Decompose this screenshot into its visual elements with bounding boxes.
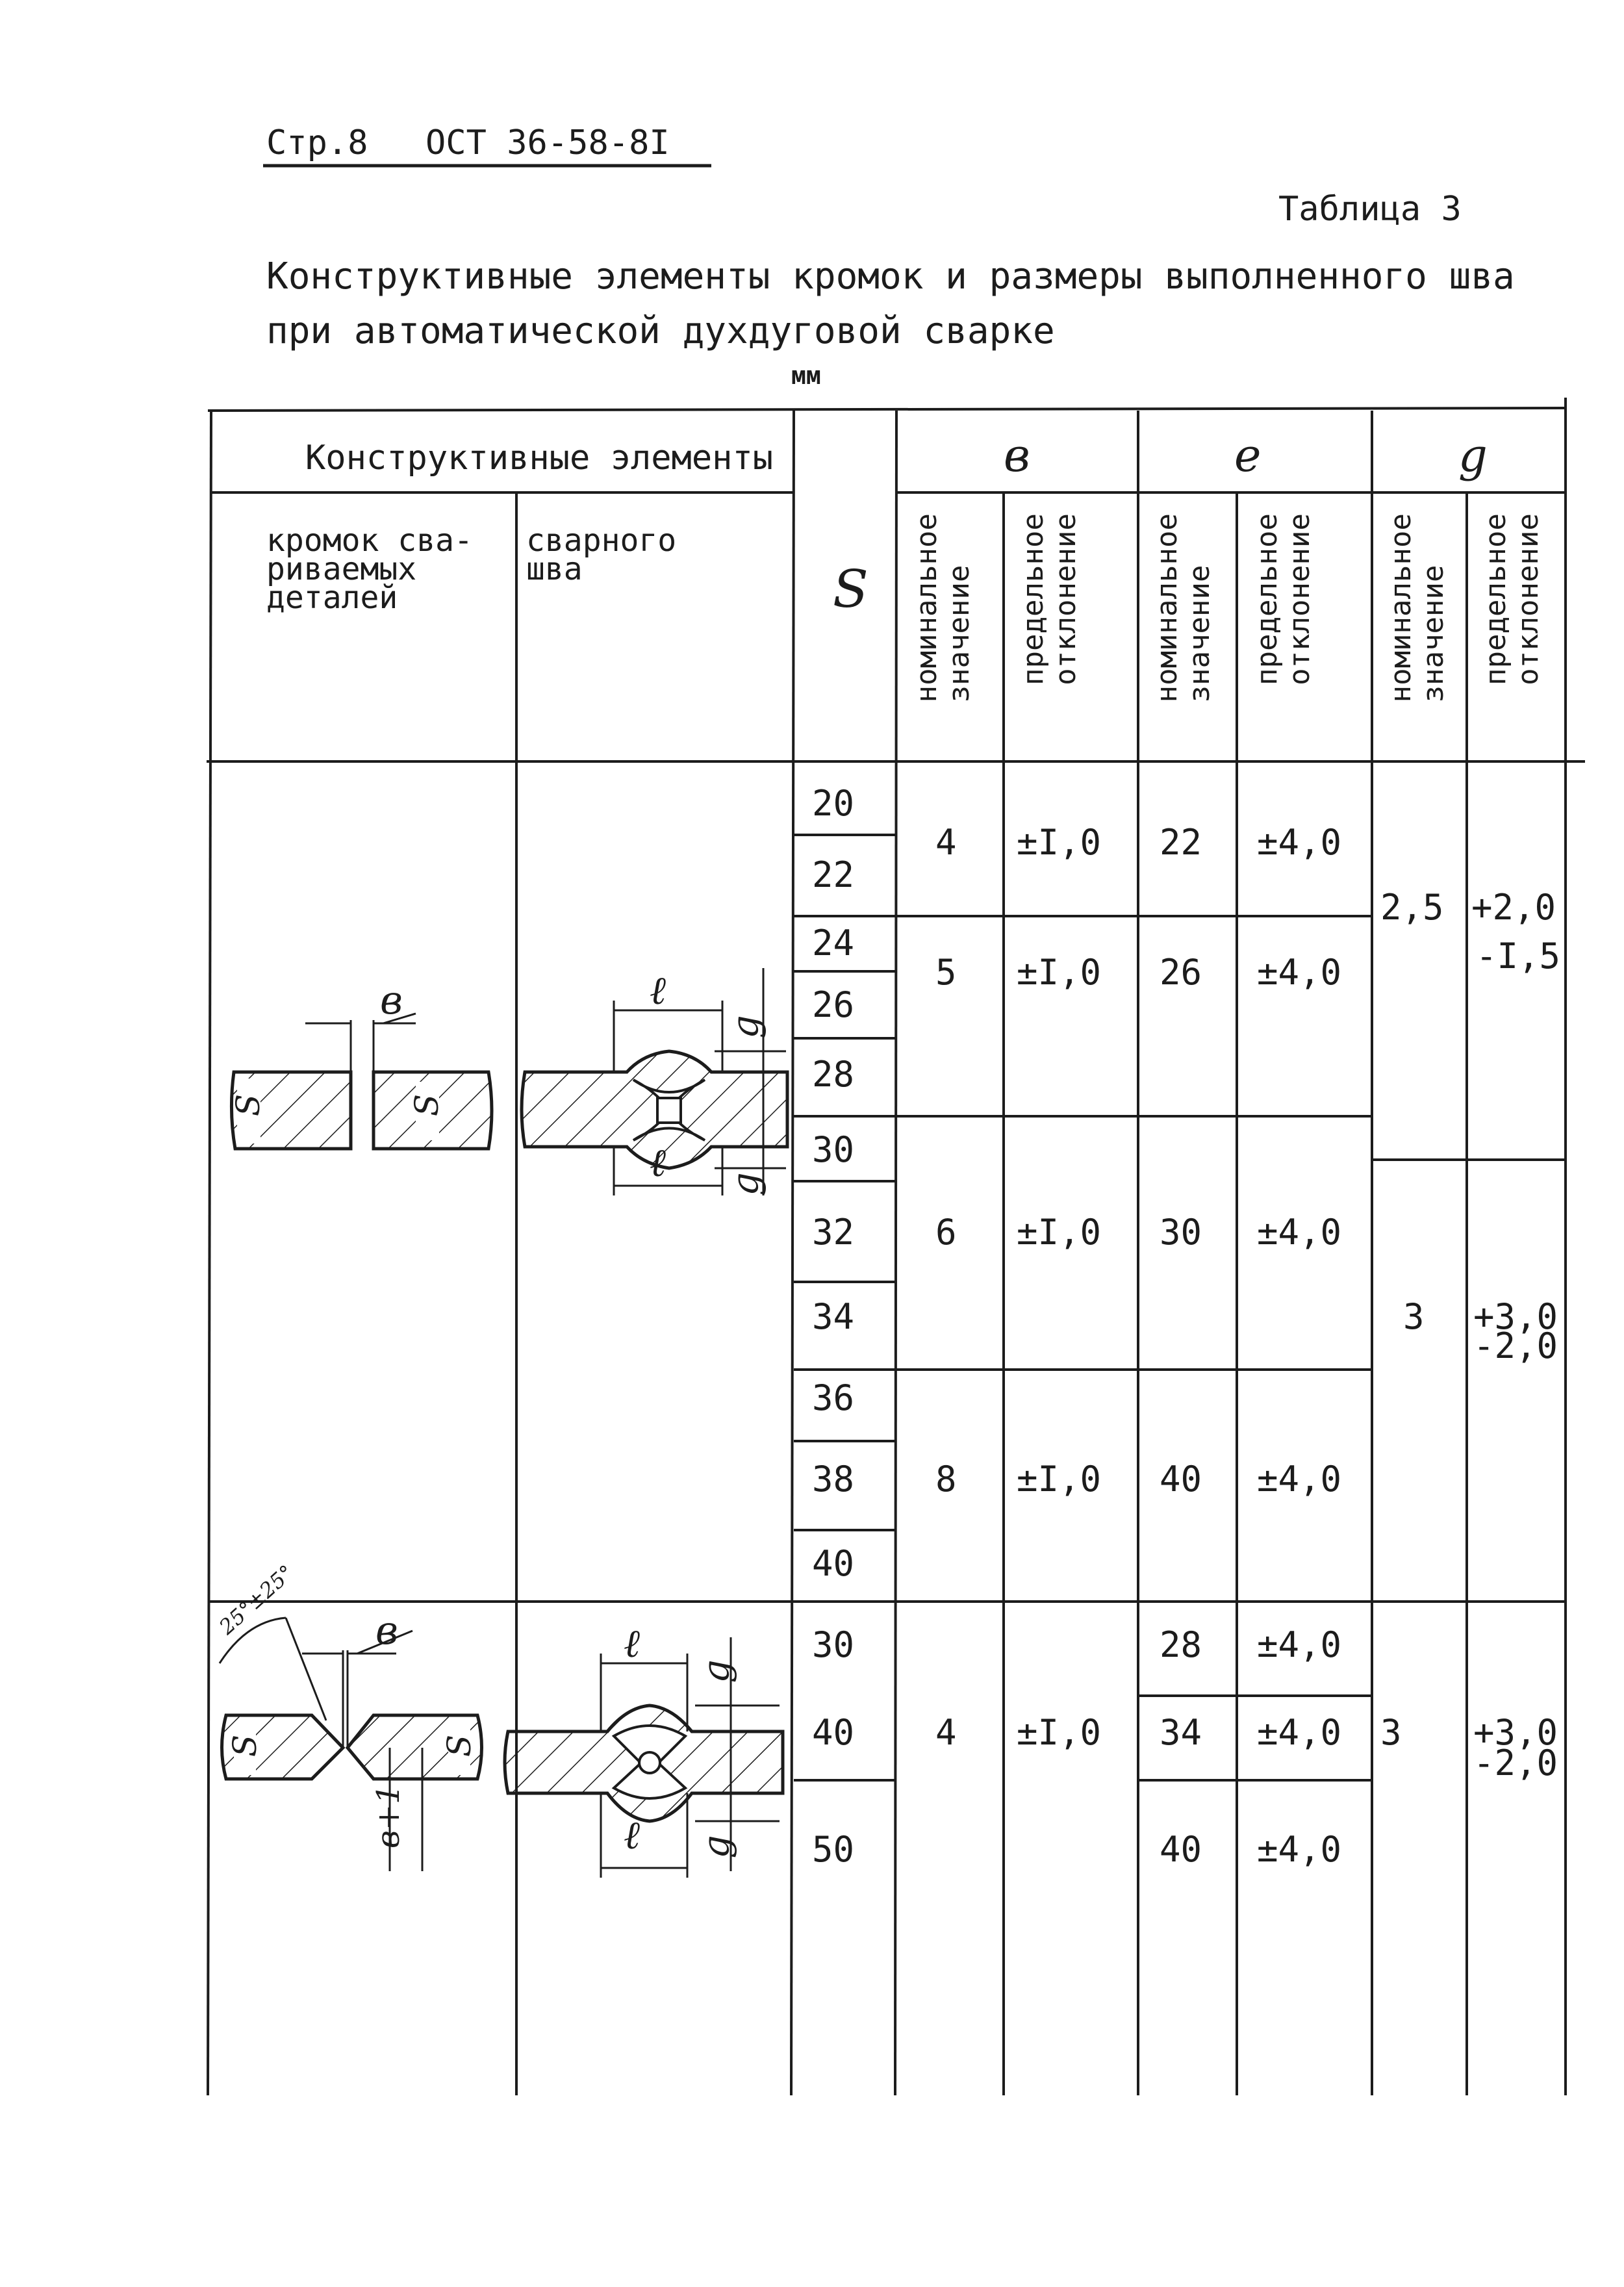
label-l-bottom-bevel: ℓ bbox=[624, 1813, 640, 1858]
e-nominal: 34 bbox=[1160, 1712, 1202, 1753]
g-deviation: -2,0 bbox=[1473, 1325, 1558, 1366]
label-g-top: g bbox=[724, 1015, 767, 1039]
label-s1: S bbox=[408, 1093, 446, 1117]
label-g-top-bevel: g bbox=[695, 1659, 738, 1683]
b-deviation: ±I,0 bbox=[1017, 1212, 1102, 1253]
b-deviation-line-1: предельное bbox=[1017, 513, 1050, 685]
label-s-bevel: S bbox=[226, 1734, 264, 1757]
e-deviation: ±4,0 bbox=[1257, 952, 1342, 993]
e-nominal: 26 bbox=[1160, 952, 1202, 993]
label-l-top: ℓ bbox=[650, 968, 666, 1014]
unit-label: мм bbox=[791, 361, 821, 390]
header-edges-line-2: риваемых bbox=[266, 551, 417, 587]
s-value: 30 bbox=[812, 1129, 855, 1170]
s-value: 34 bbox=[812, 1296, 855, 1337]
caption-line-1: Конструктивные элементы кромок и размеры выполненного шва bbox=[266, 255, 1515, 298]
label-b: в bbox=[380, 978, 403, 1023]
s-value: 20 bbox=[812, 783, 855, 824]
standard-code: ОСТ 36-58-8I bbox=[425, 123, 670, 162]
e-nominal: 40 bbox=[1160, 1829, 1202, 1870]
header-weld-line-2: шва bbox=[526, 551, 583, 587]
caption-line-2: при автоматической духдуговой сварке bbox=[266, 310, 1055, 352]
e-deviation: ±4,0 bbox=[1257, 1459, 1342, 1500]
s-value: 40 bbox=[812, 1543, 855, 1584]
g-nominal: 2,5 bbox=[1380, 887, 1444, 928]
header-weld-line-1: сварного bbox=[526, 522, 677, 559]
header-g: g bbox=[1458, 429, 1488, 482]
s-value: 32 bbox=[812, 1212, 855, 1253]
e-nominal: 28 bbox=[1160, 1624, 1202, 1665]
b-nominal: 6 bbox=[935, 1212, 957, 1253]
e-deviation-line-2: отклонение bbox=[1283, 513, 1316, 685]
e-nominal: 40 bbox=[1160, 1459, 1202, 1500]
g-nominal-line-1: номинальное bbox=[1384, 513, 1417, 703]
g-nominal: 3 bbox=[1380, 1712, 1402, 1753]
label-l-bottom: ℓ bbox=[650, 1140, 666, 1186]
s-value: 28 bbox=[812, 1054, 855, 1095]
e-nominal: 22 bbox=[1160, 822, 1202, 863]
header-s: S bbox=[833, 559, 869, 619]
e-deviation-line-1: предельное bbox=[1250, 513, 1284, 685]
s-value: 22 bbox=[812, 854, 855, 895]
s-value: 38 bbox=[812, 1459, 855, 1500]
s-value: 36 bbox=[812, 1377, 855, 1418]
b-deviation: ±I,0 bbox=[1017, 952, 1102, 993]
g-deviation: +3,0 bbox=[1473, 1296, 1558, 1337]
e-nominal-line-1: номинальное bbox=[1150, 513, 1184, 703]
e-nominal: 30 bbox=[1160, 1212, 1202, 1253]
label-s1-bevel: S bbox=[440, 1734, 479, 1757]
b-deviation: ±I,0 bbox=[1017, 1712, 1102, 1753]
header-b: в bbox=[1004, 429, 1030, 482]
s-value: 26 bbox=[812, 984, 855, 1025]
label-s: S bbox=[229, 1093, 268, 1117]
e-deviation: ±4,0 bbox=[1257, 1829, 1342, 1870]
label-b-bevel: в bbox=[375, 1608, 398, 1654]
g-deviation: +2,0 bbox=[1471, 887, 1556, 928]
e-deviation: ±4,0 bbox=[1257, 1212, 1342, 1253]
label-angle: 25°±25° bbox=[214, 1560, 299, 1640]
s-value: 50 bbox=[812, 1829, 855, 1870]
b-nominal-line-1: номинальное bbox=[910, 513, 943, 703]
g-deviation: -2,0 bbox=[1473, 1743, 1558, 1783]
b-deviation-line-2: отклонение bbox=[1049, 513, 1082, 685]
s-value: 30 bbox=[812, 1624, 855, 1665]
b-nominal-line-2: значение bbox=[943, 565, 976, 703]
b-nominal: 8 bbox=[935, 1459, 957, 1500]
label-b-plus: в+1 bbox=[370, 1784, 407, 1848]
b-nominal: 5 bbox=[935, 952, 957, 993]
g-deviation-line-1: предельное bbox=[1479, 513, 1512, 685]
s-value: 40 bbox=[812, 1712, 855, 1753]
b-nominal: 4 bbox=[935, 822, 957, 863]
g-deviation-line-2: отклонение bbox=[1512, 513, 1545, 685]
label-g-bottom: g bbox=[724, 1172, 767, 1196]
label-l-top-bevel: ℓ bbox=[624, 1621, 640, 1667]
g-nominal-line-2: значение bbox=[1417, 565, 1450, 703]
header-edges-line-1: кромок сва- bbox=[266, 522, 473, 559]
g-deviation: +3,0 bbox=[1473, 1712, 1558, 1753]
e-nominal-line-2: значение bbox=[1183, 565, 1216, 703]
header-elements: Конструктивные элементы bbox=[305, 439, 774, 478]
e-deviation: ±4,0 bbox=[1257, 1712, 1342, 1753]
header-e: е bbox=[1234, 429, 1262, 482]
b-deviation: ±I,0 bbox=[1017, 1459, 1102, 1500]
g-nominal: 3 bbox=[1403, 1296, 1425, 1337]
label-g-bottom-bevel: g bbox=[695, 1835, 738, 1859]
page-number: Стр.8 bbox=[266, 123, 368, 162]
g-deviation: -I,5 bbox=[1476, 936, 1561, 977]
e-deviation: ±4,0 bbox=[1257, 822, 1342, 863]
header-edges-line-3: деталей bbox=[266, 580, 398, 616]
table-label: Таблица 3 bbox=[1278, 190, 1462, 229]
e-deviation: ±4,0 bbox=[1257, 1624, 1342, 1665]
b-nominal: 4 bbox=[935, 1712, 957, 1753]
s-value: 24 bbox=[812, 923, 855, 964]
b-deviation: ±I,0 bbox=[1017, 822, 1102, 863]
